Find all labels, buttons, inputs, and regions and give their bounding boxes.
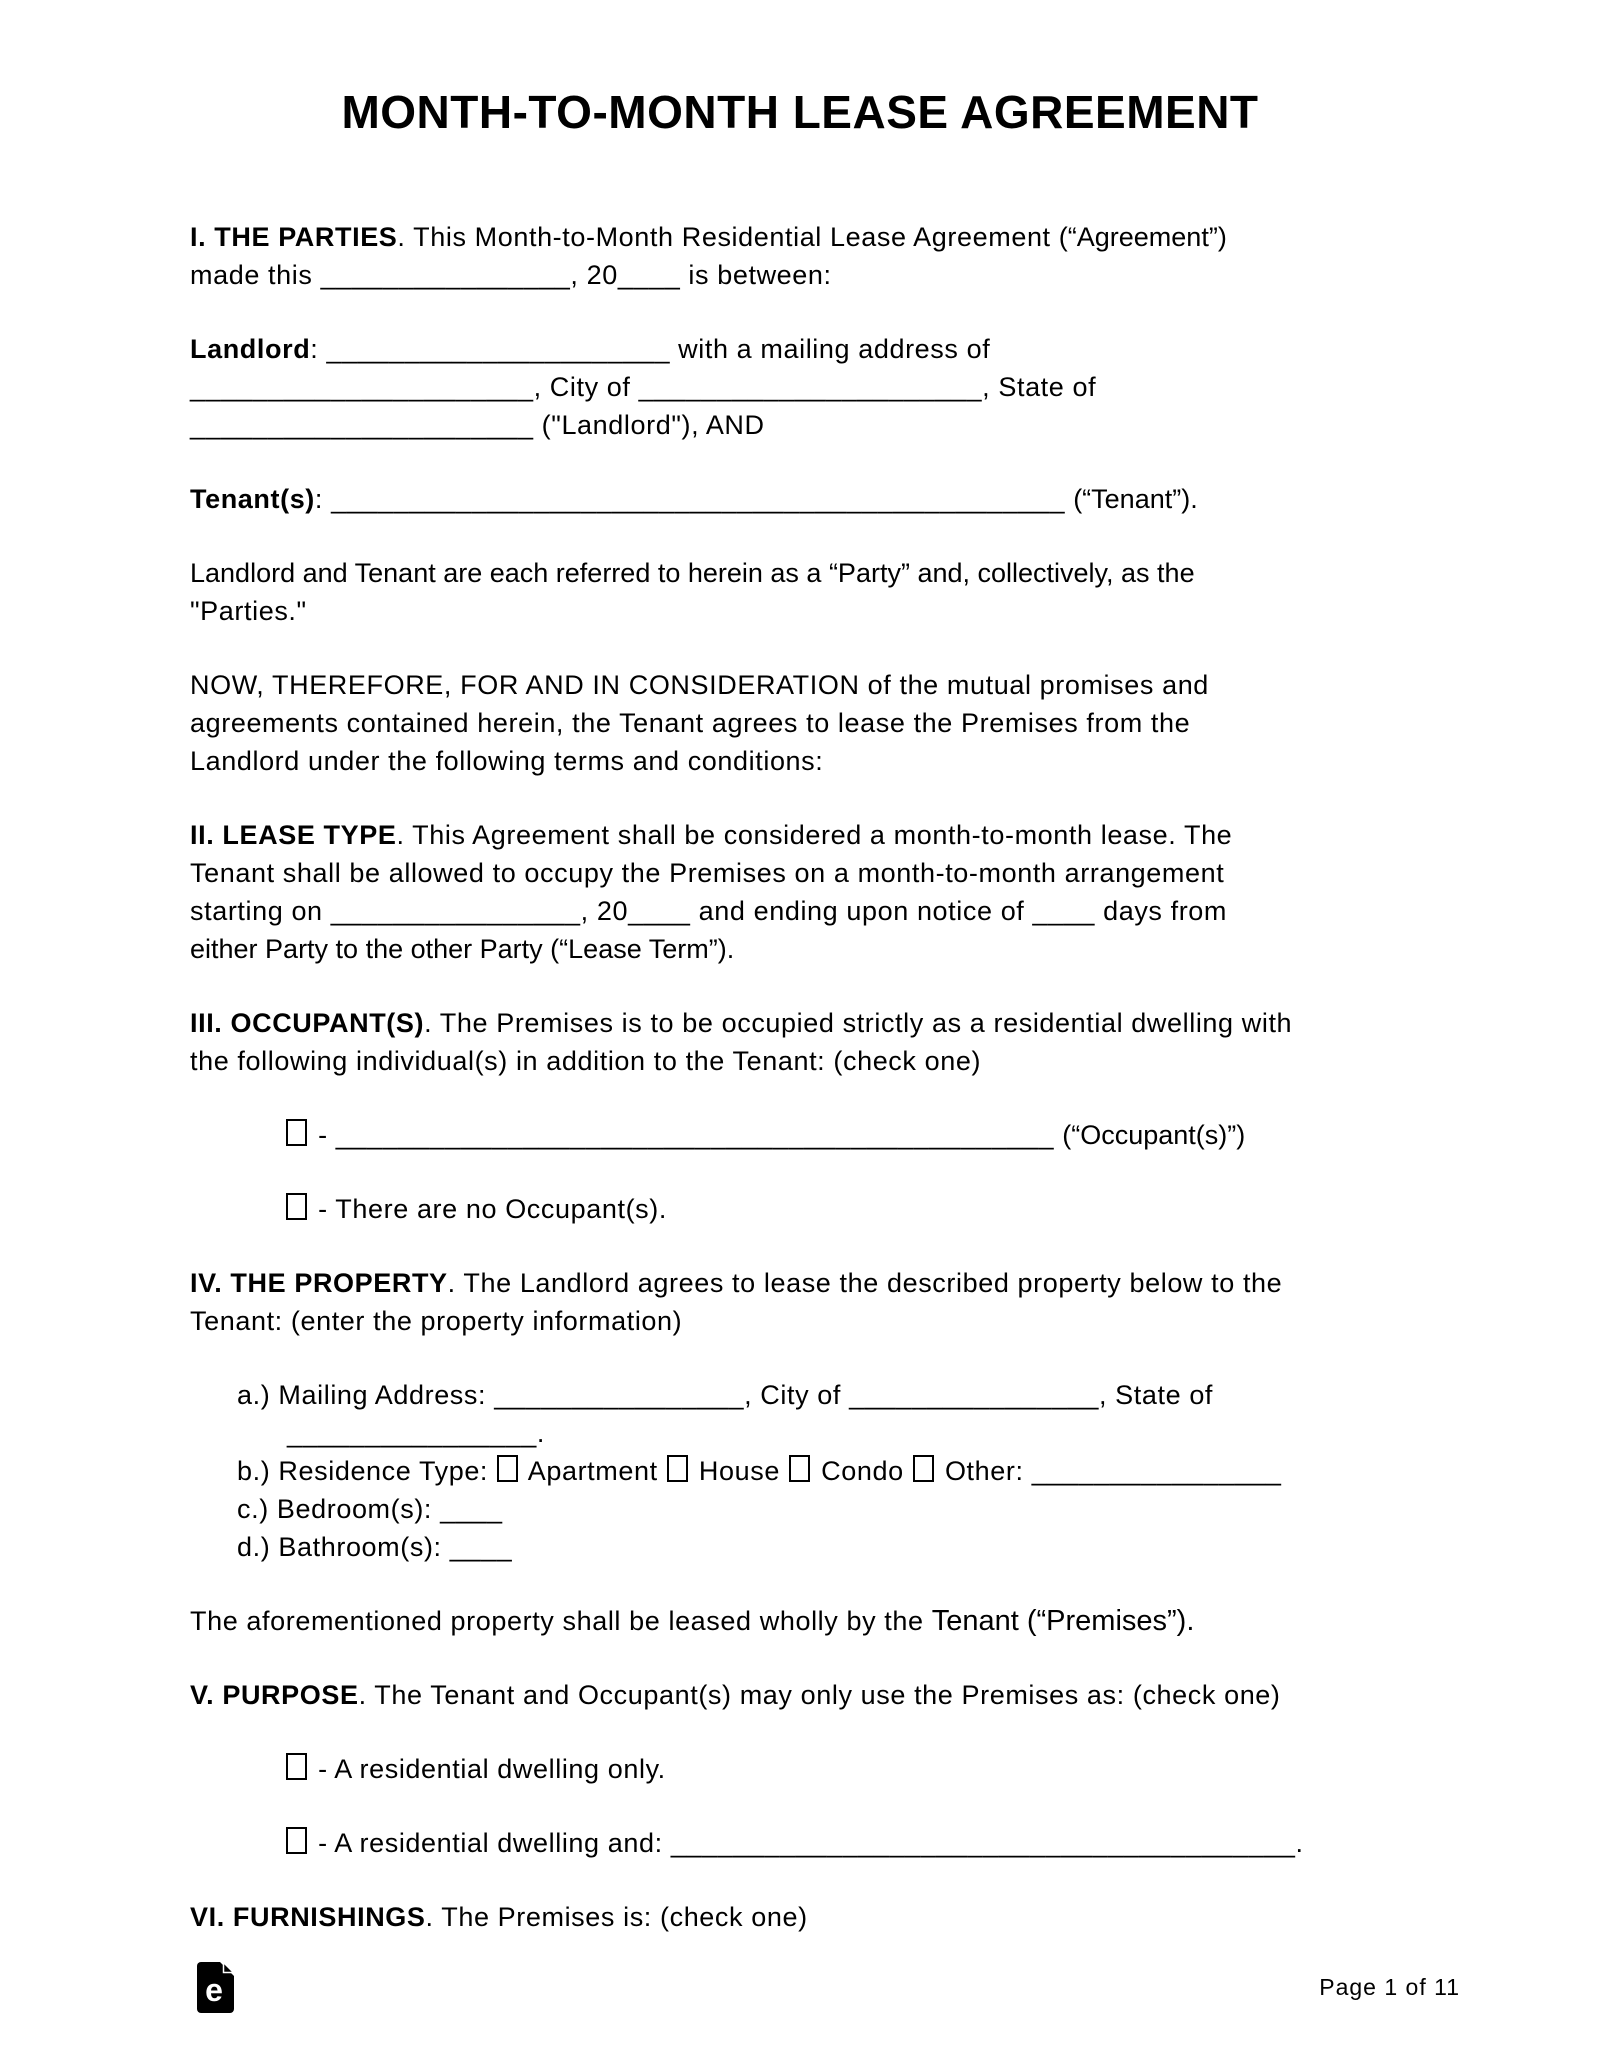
text-run: ("Landlord"), AND [533,410,765,440]
section-occupants [190,1004,1460,1080]
landlord-state-blank[interactable]: ______________________ [190,410,534,440]
agreement-day-blank[interactable]: ________________ [320,260,571,290]
bedrooms-blank[interactable]: ____ [440,1494,503,1524]
text-run: with a mailing address of [670,334,991,364]
residence-type-other-blank[interactable]: ________________ [1031,1456,1282,1486]
text-run: (“Tenant”). [1073,484,1198,514]
page-indicator: Page 1 of 11 [1319,1974,1460,2000]
text-run: . The Premises is: (check one) [425,1902,808,1932]
text-run: NOW, THEREFORE, FOR AND IN CONSIDERATION of the mutual promises and [190,670,1209,700]
section-heading-furnishings: VI. FURNISHINGS [190,1902,426,1932]
document-content [190,88,1460,1972]
landlord-name-blank[interactable]: ______________________ [326,334,671,364]
purpose-other-use-blank[interactable]: ________________________________________ [670,1828,1296,1858]
section-heading-parties: I. THE PARTIES [190,222,398,252]
text-run: , State of [982,372,1097,402]
premises-clause [190,1602,1460,1640]
text-run: Tenant shall be allowed to occupy the Premises on a month-to-month arrangement [190,858,1225,888]
text-run: Tenant: (enter the property information) [190,1306,683,1336]
text-run: . The Landlord agrees to lease the described property below to the [447,1268,1283,1298]
occupants-named-checkbox[interactable] [286,1119,307,1146]
text-run: House [690,1456,789,1486]
text-run: Condo [813,1456,912,1486]
purpose-residential-and-checkbox[interactable] [286,1827,307,1854]
text-run: b.) Residence Type: [237,1456,497,1486]
property-mailing-address [190,1376,1460,1452]
text-run: starting on [190,896,331,926]
section-heading-purpose: V. PURPOSE [190,1680,359,1710]
text-run: Landlord under the following terms and conditions: [190,746,824,776]
no-occupants-option [190,1190,1460,1228]
text-run: agreements contained herein, the Tenant agrees to lease the Premises from the [190,708,1191,738]
parties-definition [190,554,1460,630]
text-run: : [310,334,327,364]
section-heading-lease-type: II. LEASE TYPE [190,820,397,850]
section-the-property [190,1264,1460,1340]
lease-start-year-blank[interactable]: ____ [628,896,691,926]
text-run: (“Agreement”) [1058,222,1227,252]
residence-type-house-checkbox[interactable] [667,1455,688,1482]
agreement-year-blank[interactable]: ____ [617,260,681,290]
text-run: (“Occupant(s)”) [1062,1120,1246,1150]
tenant-label: Tenant(s) [190,484,315,514]
purpose-residential-only-checkbox[interactable] [286,1753,307,1780]
text-run: : [314,484,332,514]
text-run: is between: [680,260,832,290]
text-run: . This Agreement shall be considered a month-to-month lease. The [396,820,1233,850]
purpose-residential-and-option [190,1824,1460,1862]
text-run: . The Tenant and Occupant(s) may only use the Premises as: (check one) [358,1680,1281,1710]
eforms-logo-letter: e [205,1972,223,2008]
section-heading-occupants: III. OCCUPANT(S) [190,1008,425,1038]
text-run: , 20 [570,260,618,290]
text-run: Tenant (“Premises”). [931,1605,1195,1637]
text-run: c.) Bedroom(s): [237,1494,441,1524]
property-address-blank[interactable]: ________________ [494,1380,745,1410]
text-run: d.) Bathroom(s): [237,1532,450,1562]
consideration-clause [190,666,1460,780]
text-run: Other: [936,1456,1032,1486]
text-run: - A residential dwelling and: [310,1828,671,1858]
section-heading-property: IV. THE PROPERTY [190,1268,448,1298]
purpose-residential-only-option [190,1750,1460,1788]
text-run: - A residential dwelling only. [310,1754,666,1784]
text-run: a.) Mailing Address: [237,1380,495,1410]
landlord-label: Landlord [190,334,311,364]
property-state-blank[interactable]: ________________ [287,1418,537,1448]
section-the-parties [190,218,1460,294]
residence-type-other-checkbox[interactable] [913,1455,934,1482]
eforms-logo [197,1962,234,2013]
property-bathrooms [190,1528,1460,1566]
property-residence-type [190,1452,1460,1490]
tenant-names-blank[interactable]: _______________________________________________ [331,484,1066,514]
landlord-clause [190,330,1460,444]
bathrooms-blank[interactable]: ____ [449,1532,513,1562]
no-occupants-checkbox[interactable] [286,1193,307,1220]
text-run: - There are no Occupant(s). [310,1194,667,1224]
notice-days-blank[interactable]: ____ [1032,896,1095,926]
text-run: "Parties." [190,596,307,626]
residence-type-apartment-checkbox[interactable] [497,1455,518,1482]
text-run: days from [1094,896,1228,926]
text-run: and ending upon notice of [690,896,1033,926]
document-body [190,218,1460,1936]
landlord-city-blank[interactable]: ______________________ [638,372,983,402]
text-run: Landlord and Tenant are each referred to herein as a “Party” and, collectively, as the [190,558,1195,588]
tenant-clause [190,480,1460,518]
text-run: , City of [744,1380,850,1410]
text-run: Apartment [521,1456,666,1486]
section-furnishings [190,1898,1460,1936]
text-run: . [536,1418,545,1448]
text-run: , 20 [580,896,629,926]
property-city-blank[interactable]: ________________ [849,1380,1099,1410]
text-run: made this [190,260,321,290]
occupants-named-option [190,1116,1460,1154]
residence-type-condo-checkbox[interactable] [789,1455,810,1482]
text-run: - [310,1120,336,1150]
text-run: , City of [533,372,639,402]
text-run [1065,484,1073,514]
section-lease-type [190,816,1460,968]
text-run: . This Month-to-Month Residential Lease Agreement [397,222,1059,252]
lease-start-date-blank[interactable]: ________________ [330,896,581,926]
text-run: . [1295,1828,1304,1858]
section-purpose [190,1676,1460,1714]
document-title: MONTH-TO-MONTH LEASE AGREEMENT [341,86,1259,138]
text-run: . The Premises is to be occupied strictly as a residential dwelling with [424,1008,1293,1038]
text-run: the following individual(s) in addition to the Tenant: (check one) [190,1046,982,1076]
occupants-names-blank[interactable]: ______________________________________________ [335,1120,1055,1150]
text-run: The aforementioned property shall be leased wholly by the [190,1606,932,1636]
text-run: either Party to the other Party (“Lease Term”). [190,934,735,964]
landlord-address-blank[interactable]: ______________________ [190,372,534,402]
property-bedrooms [190,1490,1460,1528]
text-run: , State of [1098,1380,1214,1410]
